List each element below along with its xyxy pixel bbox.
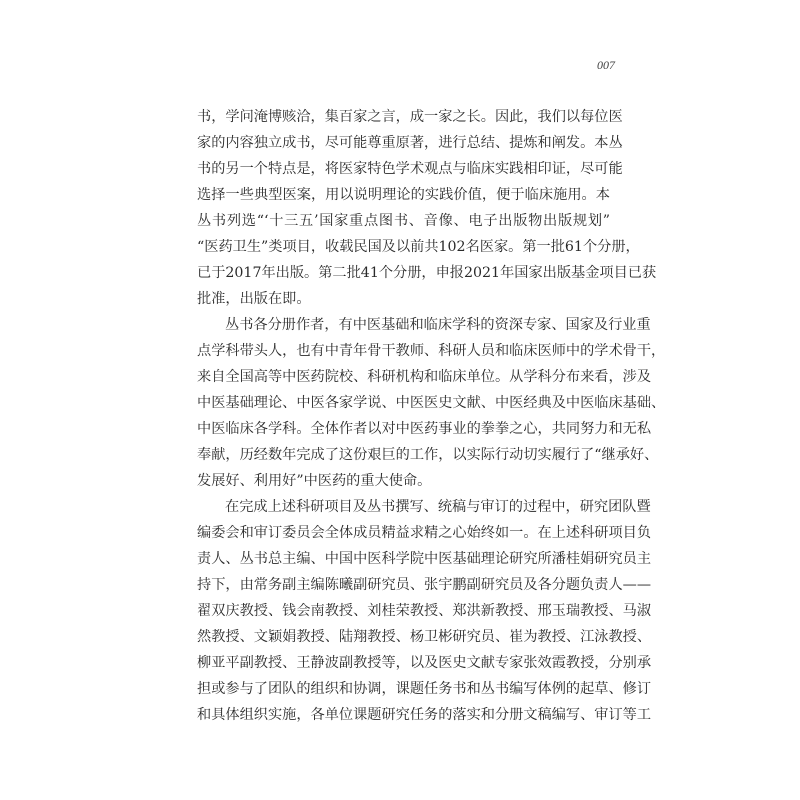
text-line: 发展好、利用好”中医药的重大使命。 <box>197 473 432 489</box>
text-line: 中医临床各学科。全体作者以对中医药事业的拳拳之心，共同努力和无私 <box>197 421 652 437</box>
text-line: 和具体组织实施，各单位课题研究任务的落实和分册文稿编写、审订等工 <box>197 707 652 723</box>
text-line: 翟双庆教授、钱会南教授、刘桂荣教授、郑洪新教授、邢玉瑞教授、马淑 <box>197 603 652 619</box>
page-number: 007 <box>597 58 615 72</box>
text-line: 丛书列选“‘十三五’国家重点图书、音像、电子出版物出版规划” <box>197 213 610 229</box>
text-line: 柳亚平副教授、王静波副教授等，以及医史文献专家张效霞教授，分别承 <box>197 655 652 671</box>
body-text <box>197 104 666 728</box>
text-line: 然教授、文颖娟教授、陆翔教授、杨卫彬研究员、崔为教授、江泳教授、 <box>197 629 652 645</box>
text-line: 奉献，历经数年完成了这份艰巨的工作，以实际行动切实履行了“继承好、 <box>197 447 659 463</box>
text-line: 点学科带头人，也有中青年骨干教师、科研人员和临床医师中的学术骨干， <box>197 343 666 359</box>
text-line: 选择一些典型医案，用以说明理论的实践价值，便于临床施用。本 <box>197 187 610 203</box>
text-line: 责人、丛书总主编、中国中医科学院中医基础理论研究所潘桂娟研究员主 <box>197 551 652 567</box>
text-line: 编委会和审订委员会全体成员精益求精之心始终如一。在上述科研项目负 <box>197 525 652 541</box>
text-line: 持下，由常务副主编陈曦副研究员、张宇鹏副研究员及各分题负责人—— <box>197 577 652 593</box>
text-line: 书的另一个特点是，将医家特色学术观点与临床实践相印证，尽可能 <box>197 161 623 177</box>
text-line: 已于2017年出版。第二批41个分册，申报2021年国家出版基金项目已获 <box>197 265 657 281</box>
text-line: 丛书各分册作者，有中医基础和临床学科的资深专家、国家及行业重 <box>225 317 651 333</box>
text-line: 批准，出版在即。 <box>197 291 311 307</box>
text-line: 书，学问淹博赅洽，集百家之言，成一家之长。因此，我们以每位医 <box>197 109 623 125</box>
text-line: 中医基础理论、中医各家学说、中医医史文献、中医经典及中医临床基础、 <box>197 395 666 411</box>
text-line: 在完成上述科研项目及丛书撰写、统稿与审订的过程中，研究团队暨 <box>225 499 651 515</box>
text-line: “医药卫生”类项目，收载民国及以前共102名医家。第一批61个分册， <box>197 239 640 255</box>
text-line: 担或参与了团队的组织和协调，课题任务书和丛书编写体例的起草、修订 <box>197 681 652 697</box>
text-line: 来自全国高等中医药院校、科研机构和临床单位。从学科分布来看，涉及 <box>197 369 652 385</box>
text-line: 家的内容独立成书，尽可能尊重原著，进行总结、提炼和阐发。本丛 <box>197 135 623 151</box>
